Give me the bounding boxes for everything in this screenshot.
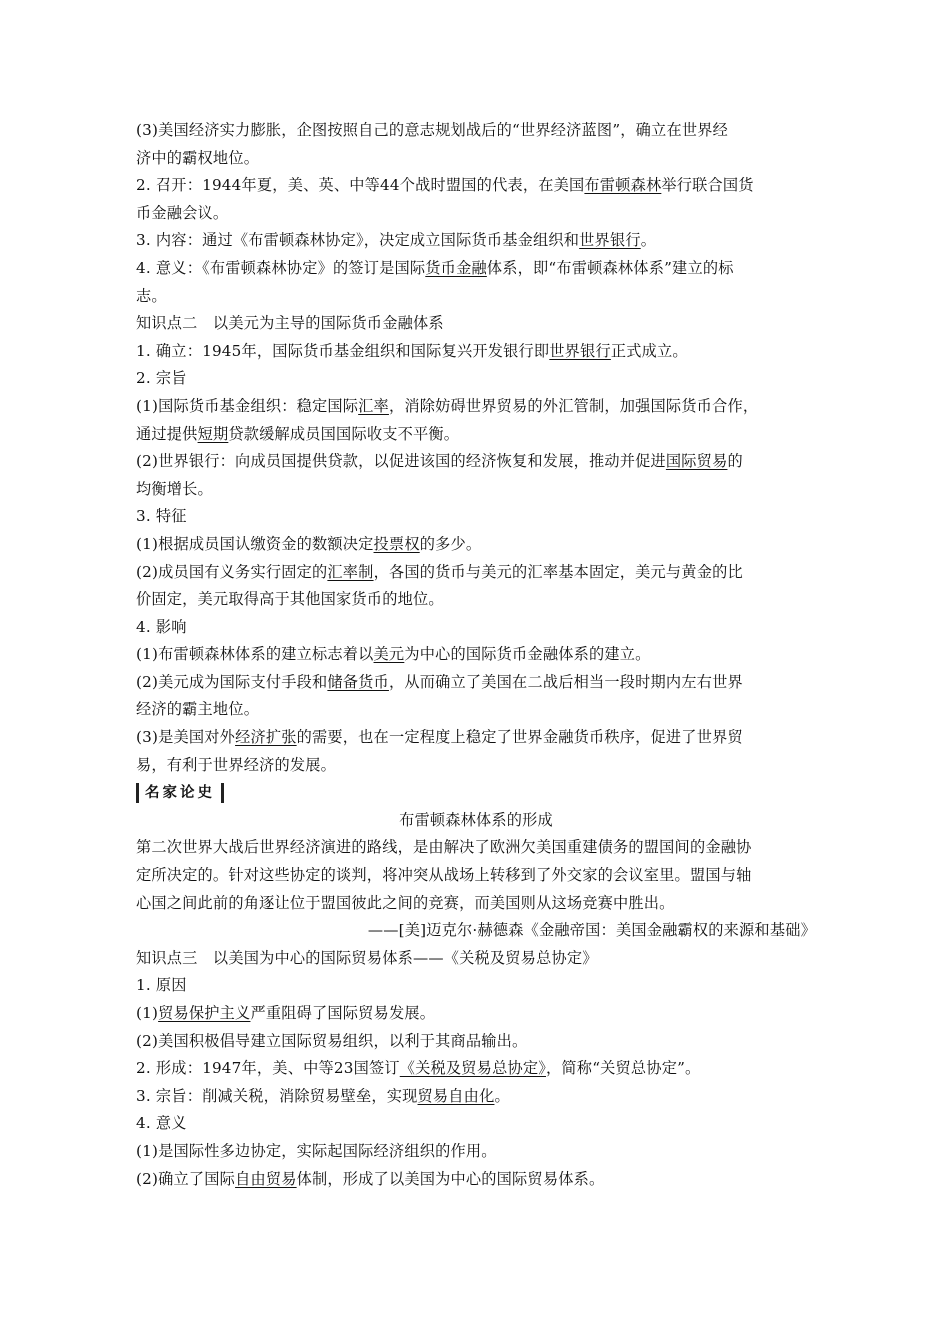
text-line <box>136 945 816 973</box>
text-line <box>136 696 816 724</box>
text-line <box>136 1138 816 1166</box>
text-line <box>136 145 816 173</box>
underlined-answer: 储备货币 <box>327 672 389 691</box>
text-line <box>136 834 816 862</box>
text-line <box>136 752 816 780</box>
text-segment: 贷款缓解成员国国际收支不平衡。 <box>228 424 460 443</box>
text-line <box>136 531 816 559</box>
text-segment: (3)是美国对外 <box>136 728 236 747</box>
text-line <box>136 1055 816 1083</box>
text-line <box>136 1028 816 1056</box>
excerpt-title <box>136 807 816 835</box>
text-segment: ，简称“关贸总协定”。 <box>546 1059 701 1078</box>
text-line <box>136 283 816 311</box>
text-segment: (1)国际货币基金组织：稳定国际 <box>136 396 359 415</box>
underlined-answer: 美元 <box>373 645 405 664</box>
text-segment: (2)美国积极倡导建立国际贸易组织，以利于其商品输出。 <box>136 1031 528 1050</box>
text-segment: 均衡增长。 <box>136 479 213 498</box>
text-segment: 知识点三 以美国为中心的国际贸易体系——《关税及贸易总协定》 <box>136 948 598 967</box>
text-segment: 4. 意义 <box>136 1114 187 1133</box>
underlined-answer: 世界银行 <box>549 341 611 360</box>
text-segment: 3. 宗旨：削减关税，消除贸易壁垒，实现 <box>136 1086 418 1105</box>
text-line <box>136 586 816 614</box>
text-segment: (1)是国际性多边协定，实际起国际经济组织的作用。 <box>136 1141 497 1160</box>
text-segment: (2)美元成为国际支付手段和 <box>136 672 328 691</box>
text-segment: (3)美国经济实力膨胀，企图按照自己的意志规划战后的“世界经济蓝图”，确立在世界经 <box>136 121 728 139</box>
text-segment: 心国之间此前的角逐让位于盟国彼此之间的竞赛，而美国则从这场竞赛中胜出。 <box>136 893 675 912</box>
underlined-answer: 经济扩张 <box>235 728 297 747</box>
text-line <box>136 890 816 918</box>
text-line <box>136 393 816 421</box>
text-line <box>136 172 816 200</box>
text-segment: 2. 召开：1944年夏，美、英、中等44个战时盟国的代表，在美国 <box>136 176 585 195</box>
text-line <box>136 255 816 283</box>
text-line <box>136 1166 816 1194</box>
underlined-answer: 贸易保护主义 <box>158 1004 251 1022</box>
text-segment: 举行联合国货 <box>661 176 754 195</box>
text-line <box>136 614 816 642</box>
text-segment: 的多少。 <box>419 534 482 553</box>
text-segment: ，各国的货币与美元的汇率基本固定，美元与黄金的比 <box>373 562 743 581</box>
underlined-answer: 汇率 <box>358 396 389 415</box>
text-line <box>136 862 816 890</box>
text-segment: (1)根据成员国认缴资金的数额决定 <box>136 534 374 553</box>
text-segment: 济中的霸权地位。 <box>136 148 260 167</box>
text-segment: 定所决定的。针对这些协定的谈判，将冲突从战场上转移到了外交家的会议室里。盟国与轴 <box>136 866 752 885</box>
text-line <box>136 669 816 697</box>
text-segment: (2)成员国有义务实行固定的 <box>136 562 328 581</box>
text-segment: 的 <box>727 452 743 471</box>
text-segment: 知识点二 以美元为主导的国际货币金融体系 <box>136 314 444 333</box>
section-tag-label <box>136 783 224 803</box>
text-segment: 。 <box>640 231 657 250</box>
text-segment: 第二次世界大战后世界经济演进的路线，是由解决了欧洲欠美国重建债务的盟国间的金融协 <box>136 838 752 857</box>
excerpt-source <box>136 917 816 945</box>
text-segment: 名家论史 <box>145 785 215 802</box>
underlined-answer: 自由贸易 <box>235 1169 297 1188</box>
text-segment: ，从而确立了美国在二战后相当一段时期内左右世界 <box>388 672 743 691</box>
text-line <box>136 476 816 504</box>
text-line <box>136 421 816 449</box>
text-segment: 1. 确立：1945年，国际货币基金组织和国际复兴开发银行即 <box>136 341 550 360</box>
underlined-answer: 短期 <box>197 424 229 443</box>
text-line <box>136 972 816 1000</box>
text-line <box>136 1000 816 1028</box>
text-line <box>136 338 816 366</box>
text-segment: 1. 原因 <box>136 976 187 995</box>
text-segment: 。 <box>494 1086 510 1105</box>
section-tag <box>136 779 816 807</box>
text-line <box>136 724 816 752</box>
text-line <box>136 1110 816 1138</box>
underlined-answer: 贸易自由化 <box>417 1086 495 1105</box>
underlined-answer: 世界银行 <box>579 231 641 250</box>
text-segment: 为中心的国际货币金融体系的建立。 <box>404 645 651 664</box>
text-segment: 体系，即“布雷顿森林体系”建立的标 <box>486 258 734 277</box>
text-segment: (1)布雷顿森林体系的建立标志着以 <box>136 645 374 664</box>
text-segment: (2)世界银行：向成员国提供贷款，以促进该国的经济恢复和发展，推动并促进 <box>136 452 666 471</box>
text-segment: 易，有利于世界经济的发展。 <box>136 755 337 774</box>
underlined-answer: 国际贸易 <box>665 452 728 471</box>
text-segment: 志。 <box>136 286 167 305</box>
text-segment: 2. 宗旨 <box>136 369 187 388</box>
text-line <box>136 227 816 255</box>
underlined-answer: 《关税及贸易总协定》 <box>399 1059 547 1078</box>
text-segment: 3. 特征 <box>136 507 187 526</box>
underlined-answer: 汇率制 <box>327 562 374 581</box>
text-segment: 正式成立。 <box>610 341 688 360</box>
text-line <box>136 448 816 476</box>
text-line <box>136 641 816 669</box>
text-line <box>136 365 816 393</box>
text-segment: 体制，形成了以美国为中心的国际贸易体系。 <box>296 1169 605 1188</box>
text-segment: (2)确立了国际 <box>136 1169 236 1188</box>
text-segment: ——[美]迈克尔·赫德森《金融帝国：美国金融霸权的来源和基础》 <box>367 921 816 940</box>
text-line <box>136 310 816 338</box>
text-segment: 4. 意义：《布雷顿森林协定》的签订是国际 <box>136 258 426 277</box>
text-segment: (1) <box>136 1004 159 1022</box>
text-segment: 3. 内容：通过《布雷顿森林协定》，决定成立国际货币基金组织和 <box>136 231 580 250</box>
underlined-answer: 布雷顿森林 <box>584 176 662 195</box>
text-segment: 布雷顿森林体系的形成 <box>399 810 553 829</box>
text-segment: 经济的霸主地位。 <box>136 700 260 719</box>
text-segment: 价固定，美元取得高于其他国家货币的地位。 <box>136 590 444 609</box>
text-line <box>136 200 816 228</box>
text-segment: 4. 影响 <box>136 617 187 636</box>
text-line <box>136 503 816 531</box>
text-segment: ，消除妨碍世界贸易的外汇管制，加强国际货币合作， <box>388 396 759 415</box>
document-page <box>136 117 816 1193</box>
text-segment: 2. 形成：1947年，美、中等23国签订 <box>136 1059 400 1078</box>
text-segment: 严重阻碍了国际贸易发展。 <box>250 1004 436 1022</box>
text-line <box>136 1083 816 1111</box>
underlined-answer: 货币金融 <box>425 258 487 277</box>
text-segment: 的需要，也在一定程度上稳定了世界金融货币秩序，促进了世界贸 <box>296 728 743 747</box>
text-line <box>136 559 816 587</box>
underlined-answer: 投票权 <box>373 534 420 553</box>
text-segment: 通过提供 <box>136 424 198 443</box>
text-segment: 币金融会议。 <box>136 203 229 222</box>
text-line <box>136 117 816 145</box>
